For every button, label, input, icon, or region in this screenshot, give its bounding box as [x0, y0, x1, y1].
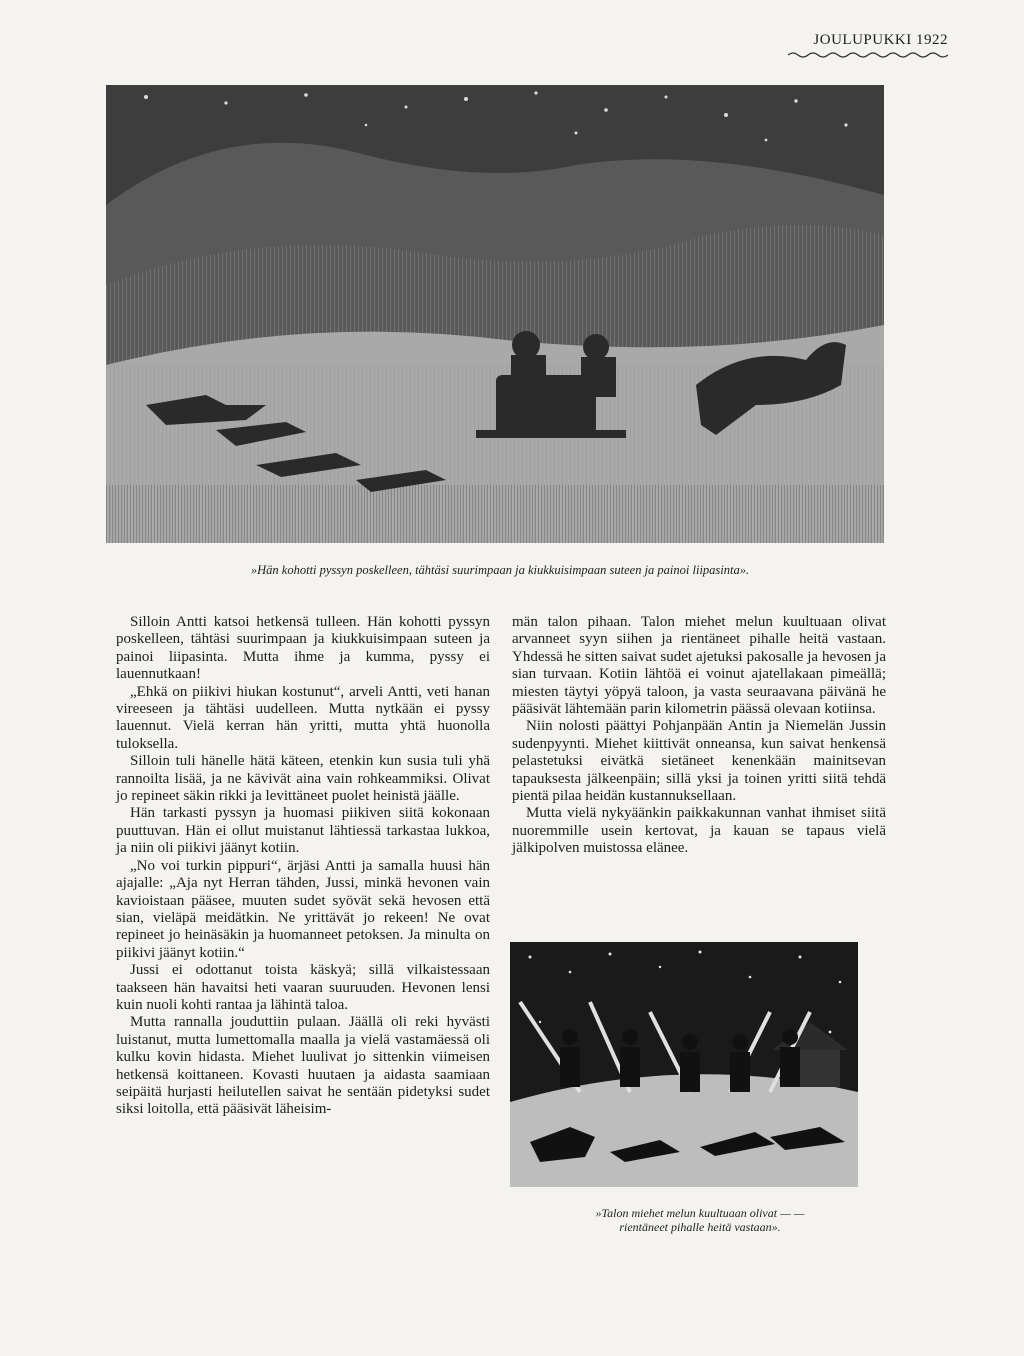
men-wolves-illustration [510, 942, 858, 1187]
illustration-art [510, 942, 858, 1187]
paragraph: Silloin Antti katsoi hetkensä tulleen. Hän kohotti pyssyn poskelleen, tähtäsi suurimpaan ja kiukkuisimpaan suteen ja painoi liipasinta. Mutta ihme ja kumma, pyssy ei lauennutkaan! [116, 614, 490, 683]
paragraph: Silloin tuli hänelle hätä käteen, etenkin kun susia tuli yhä rannoilta lisää, ja ne kävivät aina vain rohkeammiksi. Olivat jo repineet säkin rikki ja levittäneet puolet heinistä jäälle. [116, 753, 490, 805]
paragraph: „Ehkä on piikivi hiukan kostunut“, arveli Antti, veti hanan vireeseen ja tähtäsi uudelleen. Mutta nytkään ei pyssy lauennut. Vielä kerran hän yritti, mutta yhtä huonolla tuloksella. [116, 683, 490, 752]
paragraph: Mutta vielä nykyäänkin paikkakunnan vanhat ihmiset siitä nuoremmille usein kertovat, ja kauan se tapaus vielä jälkipolven muistossa elänee. [512, 805, 886, 857]
paragraph: Niin nolosti päättyi Pohjanpään Antin ja Niemelän Jussin sudenpyynti. Miehet kiittivät onneansa, kun saivat henkensä pelastetuksi eivätkä sietäneet kenenkään mainitsevan tapauksesta jälkeenpäin; sillä yksi ja toinen yritti siitä tehdä pientä pilaa heidän kustannuksellaan. [512, 718, 886, 805]
paragraph: Jussi ei odottanut toista käskyä; sillä vilkaistessaan taakseen hän havaitsi heti vaaran suuruuden. Hevonen lensi kuin nuoli kohti rantaa ja lähintä taloa. [116, 962, 490, 1013]
top-illustration-caption: »Hän kohotti pyssyn poskelleen, tähtäsi suurimpaan ja kiukkuisimpaan suteen ja painoi liipasinta». [250, 563, 750, 577]
paragraph: Mutta rannalla jouduttiin pulaan. Jäällä oli reki hyvästi luistanut, mutta lumettomalla maalla ja vielä vastamäessä oli kulku kovin hidasta. Miehet luulivat jo sittenkin viimeisen hetkensä koittaneen. Kovasti huutaen ja aidasta saamiaan seipäitä hurjasti heilutellen saivat he sentään pidetyksi sudet siksi loitolla, että pääsivät läheisim- [116, 1014, 490, 1118]
paragraph: Hän tarkasti pyssyn ja huomasi piikiven siitä kokonaan puuttuvan. Hän ei ollut muistanut lähtiessä tarkastaa lukkoa, ja niin oli piikivi jäänyt kotiin. [116, 805, 490, 857]
left-text-column [116, 614, 490, 1119]
ornament-wave [788, 51, 948, 59]
bottom-illustration-caption [520, 1206, 880, 1234]
sleigh-wolves-illustration [106, 85, 884, 543]
paragraph: män talon pihaan. Talon miehet melun kuultuaan olivat arvanneet syyn siihen ja rientäneet pihalle heitä vastaan. Yhdessä he sitten saivat sudet ajetuksi pakosalle ja hevosen ja sian turvaan. Kotiin lähtöä ei voinut ajatellakaan pimeällä; miesten täytyi yöpyä taloon, ja vasta seuraavana päivänä he pääsivät lähtemään parin kilometrin päässä olevaan kotiinsa. [512, 614, 886, 718]
illustration-art [106, 85, 884, 543]
page-header [788, 32, 948, 59]
caption-line: »Talon miehet melun kuultuaan olivat — — [595, 1206, 805, 1220]
paragraph: „No voi turkin pippuri“, ärjäsi Antti ja samalla huusi hän ajajalle: „Aja nyt Herran tähden, Jussi, minkä hevonen vain kavioistaan pääsee, muuten sudet syövät sekä hevosen että sian, vieläpä meidätkin. Ne yrittävät jo rekeen! Ne ovat repineet jo heinäsäkin ja huomanneet petoksen. Ja minulta on piikivi jäänyt kotiin.“ [116, 857, 490, 961]
magazine-title: JOULUPUKKI 1922 [813, 32, 948, 48]
right-text-column [512, 614, 886, 858]
caption-line: rientäneet pihalle heitä vastaan». [619, 1220, 781, 1234]
